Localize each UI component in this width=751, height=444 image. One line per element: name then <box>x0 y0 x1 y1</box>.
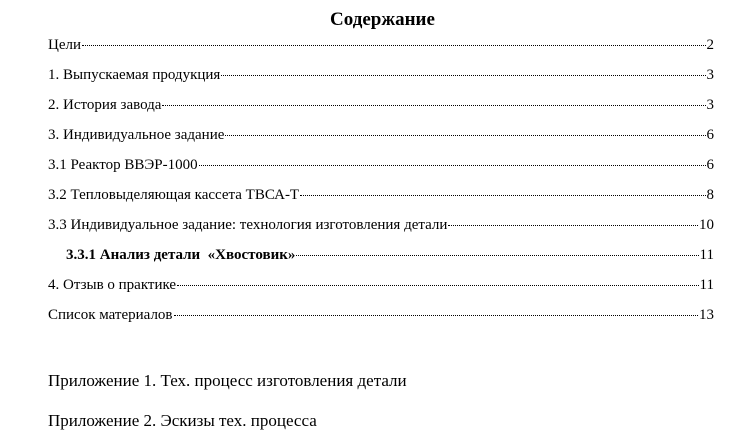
toc-page-number: 3 <box>706 97 714 113</box>
toc-page-number: 6 <box>706 157 714 173</box>
toc-entry-practice-review[interactable] <box>48 273 714 303</box>
toc-page-number: 10 <box>699 217 714 233</box>
toc-page-number: 3 <box>706 67 714 83</box>
toc-entry-text: Список материалов <box>48 307 173 323</box>
toc-dot-leader <box>177 285 698 286</box>
toc-dot-leader <box>296 255 698 256</box>
toc-page-number: 6 <box>706 127 714 143</box>
toc-entry-text: 3.3 Индивидуальное задание: технология изготовления детали <box>48 217 448 233</box>
toc-entry-plant-history[interactable] <box>48 93 714 123</box>
toc-dot-leader <box>225 135 705 136</box>
toc-entry-part-analysis[interactable] <box>48 243 714 273</box>
table-of-contents <box>48 33 714 333</box>
toc-page-number: 11 <box>699 277 714 293</box>
toc-entry-text: 1. Выпускаемая продукция <box>48 67 221 83</box>
toc-page-number: 11 <box>699 247 714 263</box>
toc-entry-text: 3.1 Реактор ВВЭР-1000 <box>48 157 198 173</box>
toc-dot-leader <box>174 315 698 316</box>
toc-dot-leader <box>300 195 705 196</box>
toc-entry-fuel-assembly[interactable] <box>48 183 714 213</box>
toc-dot-leader <box>82 45 705 46</box>
toc-dot-leader <box>448 225 698 226</box>
toc-dot-leader <box>162 105 705 106</box>
appendix-1-title: Приложение 1. Тех. процесс изготовления детали <box>48 371 407 390</box>
toc-entry-text: 3.2 Тепловыделяющая кассета ТВСА-Т <box>48 187 300 203</box>
toc-entry-goals[interactable] <box>48 33 714 63</box>
toc-entry-text: 4. Отзыв о практике <box>48 277 177 293</box>
toc-dot-leader <box>221 75 705 76</box>
toc-entry-products[interactable] <box>48 63 714 93</box>
toc-entry-text: Цели <box>48 37 82 53</box>
toc-page-number: 8 <box>706 187 714 203</box>
toc-page-number: 2 <box>706 37 714 53</box>
appendix-2-title: Приложение 2. Эскизы тех. процесса <box>48 411 317 430</box>
toc-entry-individual-task[interactable] <box>48 123 714 153</box>
toc-dot-leader <box>199 165 706 166</box>
toc-entry-materials-list[interactable] <box>48 303 714 333</box>
toc-entry-text: 3. Индивидуальное задание <box>48 127 225 143</box>
toc-entry-text: 2. История завода <box>48 97 162 113</box>
toc-page-number: 13 <box>699 307 714 323</box>
toc-entry-reactor[interactable] <box>48 153 714 183</box>
toc-entry-text: 3.3.1 Анализ детали «Хвостовик» <box>66 247 296 263</box>
toc-title: Содержание <box>330 9 435 30</box>
toc-entry-manufacturing-technology[interactable] <box>48 213 714 243</box>
